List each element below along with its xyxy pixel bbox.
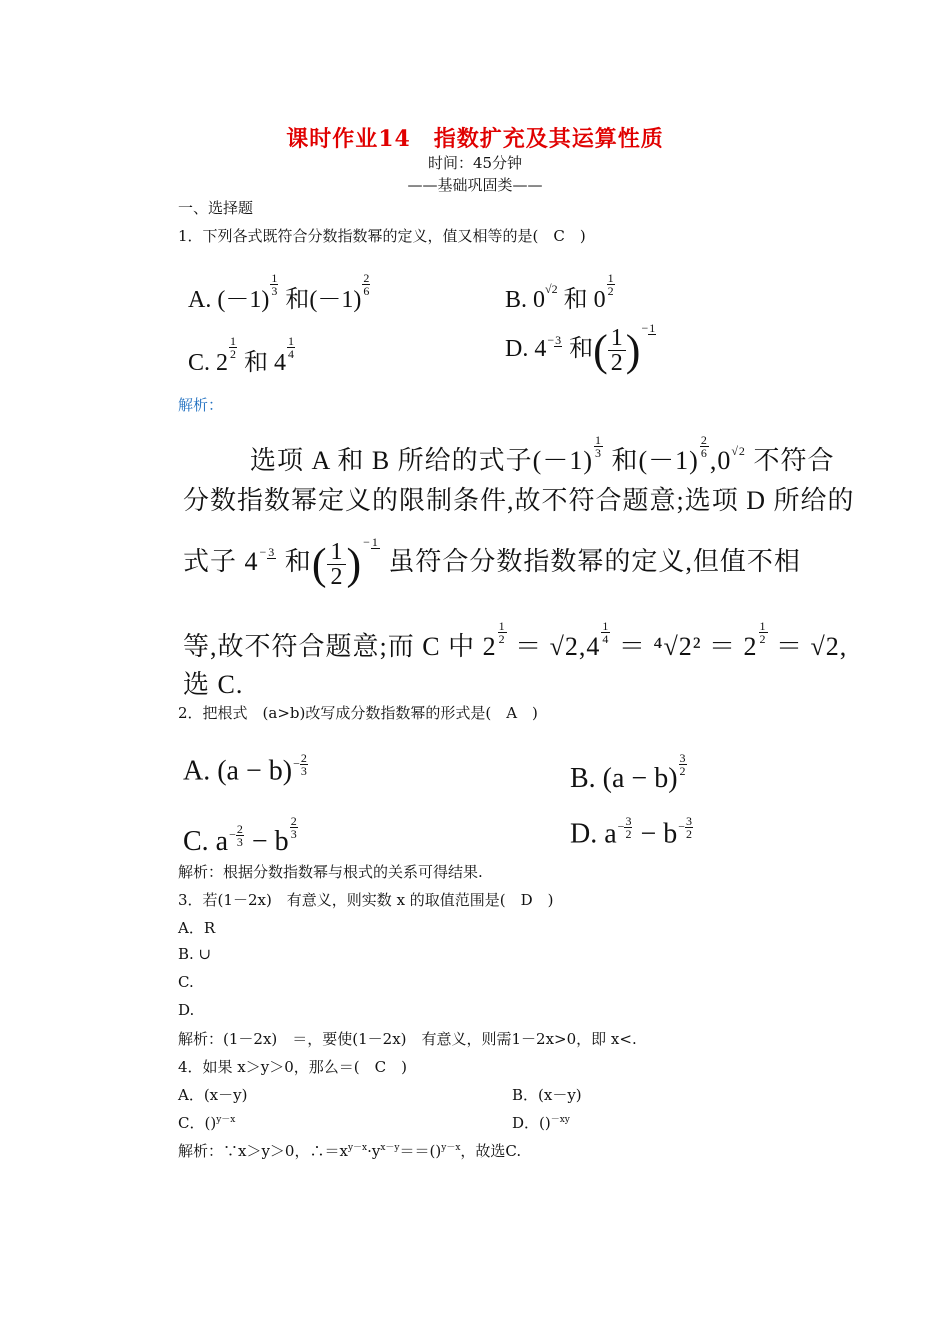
- analysis1-line2: 分数指数幂定义的限制条件,故不符合题意;选项 D 所给的: [183, 486, 855, 515]
- q1-analysis-label: 解析：: [178, 396, 224, 414]
- q3-stem: 3．若(1－2x) 有意义，则实数 x 的取值范围是( D ): [178, 891, 554, 909]
- section-heading: ——基础巩固类——: [407, 176, 543, 194]
- q4-option-d: D．()$^{-xy}$: [512, 1114, 570, 1132]
- q2-option-c: C. a− $\frac{2}{3}$ − b $\frac{2}{3}$: [183, 814, 297, 857]
- q2-option-d: D. a− $\frac{3}{2}$ − b− $\frac{3}{2}$: [570, 814, 693, 850]
- q3-option-c: C.: [178, 973, 194, 991]
- q1-option-c: C. 2 $\frac{1}{2}$ 和 4 $\frac{1}{4}$: [188, 334, 295, 376]
- q4-stem: 4．如果 x＞y＞0，那么＝( C ): [178, 1058, 407, 1076]
- q3-option-d: D.: [178, 1001, 195, 1019]
- q4-analysis: 解析：∵x＞y＞0，$\therefore=x^{y-x}\cdot y^{x-y}==()^{y-x}$，故选C.: [178, 1142, 522, 1160]
- q4-option-c: C．()$^{y-x}$: [178, 1114, 236, 1132]
- q1-option-a: A. (－1) $\frac{1}{3}$ 和(－1) $\frac{2}{6}$: [188, 271, 370, 313]
- q1-option-b: B. $0^{√2}$ 和 0 $\frac{1}{2}$: [505, 271, 614, 313]
- part-heading: 一、选择题: [178, 199, 254, 217]
- q1-stem: 1．下列各式既符合分数指数幂的定义，值又相等的是( C ): [178, 227, 586, 245]
- page-title: 课时作业14 指数扩充及其运算性质: [286, 126, 664, 152]
- q2-option-b: B. (a − b) $\frac{3}{2}$: [570, 751, 686, 794]
- q3-option-b: B. ∪: [178, 945, 212, 963]
- analysis1-line5: 选 C.: [183, 670, 244, 699]
- q3-option-a: A．R: [178, 919, 216, 937]
- time-limit: 时间：45分钟: [427, 154, 523, 172]
- q3-analysis: 解析：(1－2x) ＝，要使(1－2x) 有意义，则需1－2x>0，即 x<.: [178, 1030, 637, 1048]
- analysis1-line3: 式子 4−3 和( $\frac{1}{2})-1$ 虽符合分数指数幂的定义,但值不相: [183, 535, 801, 590]
- q2-option-a: A. (a − b)− $\frac{2}{3}$: [183, 751, 307, 787]
- analysis1-line4: 等,故不符合题意;而 C 中 2 $\frac{1}{2}$ ＝ √2,4 $\frac{1}{4}$ ＝ ⁴√2² ＝ 2 $\frac{1}{2}$ ＝ √2,: [183, 619, 848, 661]
- analysis1-line1: 选项 A 和 B 所给的式子(－1) $\frac{1}{3}$ 和(－1) $\frac{2}{6}$ $,0^{√2}$ 不符合: [250, 433, 835, 475]
- q1-option-d: D. 4−3 和( $\frac{1}{2})-1$: [505, 321, 656, 376]
- q2-stem: 2．把根式 (a>b)改写成分数指数幂的形式是( A ): [178, 704, 538, 722]
- q4-option-b: B．(x－y): [512, 1086, 582, 1104]
- q2-analysis: 解析：根据分数指数幂与根式的关系可得结果.: [178, 863, 483, 881]
- q4-option-a: A．(x－y): [178, 1086, 248, 1104]
